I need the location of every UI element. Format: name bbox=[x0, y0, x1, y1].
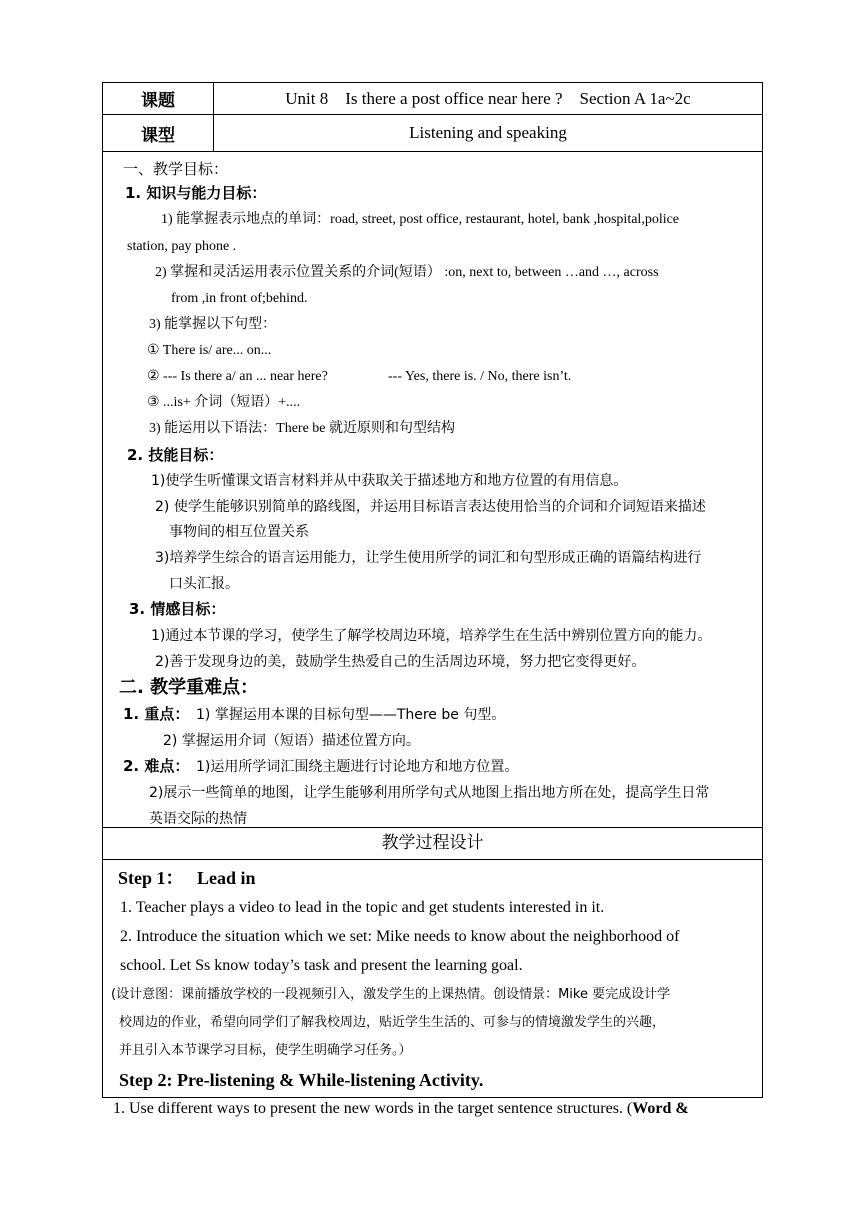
skills-title: 2. 技能目标： bbox=[127, 446, 224, 464]
focus-item1: 1) 掌握运用本课的目标句型——There be 句型。 bbox=[196, 707, 506, 723]
design-intent-line3: 并且引入本节课学习目标，使学生明确学习任务。） bbox=[119, 1043, 412, 1058]
knowledge-item1-line1: 1) 能掌握表示地点的单词：road, street, post office, restaurant, hotel, bank ,hospital,police bbox=[161, 212, 680, 227]
difficulty-item1: 1)运用所学词汇围绕主题进行讨论地方和地方位置。 bbox=[196, 759, 519, 775]
skills-item3-line1: 3)培养学生综合的语言运用能力，让学生使用所学的词汇和句型形成正确的语篇结构进行 bbox=[155, 550, 702, 566]
focus-label: 1. 重点： bbox=[123, 705, 190, 723]
design-intent-line2: 校周边的作业，希望向同学们了解我校周边，贴近学生生活的、可参与的情境激发学生的兴趣， bbox=[119, 1015, 666, 1030]
type-value: Listening and speaking bbox=[214, 115, 763, 152]
knowledge-item2-line2: from ,in front of;behind. bbox=[171, 291, 308, 306]
process-cell bbox=[103, 860, 763, 1117]
focus-item2: 2) 掌握运用介词（短语）描述位置方向。 bbox=[163, 733, 420, 749]
step2-item1 bbox=[113, 1101, 689, 1117]
pattern-2-answer: --- Yes, there is. / No, there isn’t. bbox=[388, 369, 572, 384]
process-row bbox=[103, 860, 763, 1098]
process-heading-row bbox=[103, 828, 763, 860]
skills-item3-line2: 口头汇报。 bbox=[169, 576, 239, 592]
step1-title: Step 1： Lead in bbox=[118, 868, 256, 888]
pattern-3: ③ ...is+ 介词（短语）+.... bbox=[147, 395, 301, 410]
design-intent-line1: (设计意图：课前播放学校的一段视频引入，激发学生的上课热情。创设情景：Mike 要完成设计学 bbox=[111, 987, 671, 1002]
emotion-item2: 2)善于发现身边的美，鼓励学生热爱自己的生活周边环境，努力把它变得更好。 bbox=[155, 654, 646, 670]
pattern-1: ① There is/ are... on... bbox=[147, 343, 272, 358]
topic-label: 课题 bbox=[103, 83, 214, 115]
step1-item2-line2: school. Let Ss know today’s task and present the learning goal. bbox=[120, 957, 523, 974]
step2-item1-bold: Word & bbox=[632, 1100, 689, 1117]
key-points-heading: 二. 教学重难点： bbox=[119, 677, 259, 698]
pattern-2-question: ② --- Is there a/ an ... near here? bbox=[147, 369, 328, 384]
skills-item2-line2: 事物间的相互位置关系 bbox=[169, 524, 309, 540]
goals-row bbox=[103, 152, 763, 828]
difficulty-label: 2. 难点： bbox=[123, 757, 190, 775]
emotion-title: 3. 情感目标： bbox=[129, 600, 226, 618]
goals-heading: 一、教学目标： bbox=[123, 160, 229, 178]
process-heading: 教学过程设计 bbox=[103, 828, 763, 860]
step1-item2-line1: 2. Introduce the situation which we set: Mike needs to know about the neighborhood of bbox=[120, 928, 680, 945]
step2-item1-text: 1. Use different ways to present the new words in the target sentence structures. ( bbox=[113, 1100, 633, 1117]
knowledge-title: 1. 知识与能力目标： bbox=[125, 184, 267, 202]
type-label: 课型 bbox=[103, 115, 214, 152]
emotion-item1: 1)通过本节课的学习，使学生了解学校周边环境，培养学生在生活中辨别位置方向的能力。 bbox=[151, 628, 712, 644]
lesson-plan-table bbox=[102, 82, 763, 1117]
topic-row bbox=[103, 83, 763, 115]
knowledge-item2-line1: 2) 掌握和灵活运用表示位置关系的介词(短语） :on, next to, between …and …, across bbox=[155, 265, 659, 280]
goals-cell bbox=[103, 152, 763, 828]
knowledge-item3: 3) 能掌握以下句型： bbox=[149, 317, 277, 332]
step1-item1: 1. Teacher plays a video to lead in the topic and get students interested in it. bbox=[120, 899, 605, 916]
knowledge-item1-line2: station, pay phone . bbox=[127, 239, 237, 254]
skills-item1: 1)使学生听懂课文语言材料并从中获取关于描述地方和地方位置的有用信息。 bbox=[151, 473, 628, 489]
knowledge-item4: 3) 能运用以下语法：There be 就近原则和句型结构 bbox=[149, 421, 456, 436]
topic-value: Unit 8 Is there a post office near here ? Section A 1a~2c bbox=[214, 83, 763, 115]
type-row bbox=[103, 115, 763, 152]
step2-title: Step 2: Pre-listening & While-listening Activity. bbox=[119, 1070, 484, 1090]
difficulty-item2-line1: 2)展示一些简单的地图，让学生能够利用所学句式从地图上指出地方所在处，提高学生日常 bbox=[149, 785, 710, 801]
skills-item2-line1: 2) 使学生能够识别简单的路线图，并运用目标语言表达使用恰当的介词和介词短语来描述 bbox=[155, 499, 706, 515]
difficulty-item2-line2: 英语交际的热情 bbox=[149, 811, 247, 827]
